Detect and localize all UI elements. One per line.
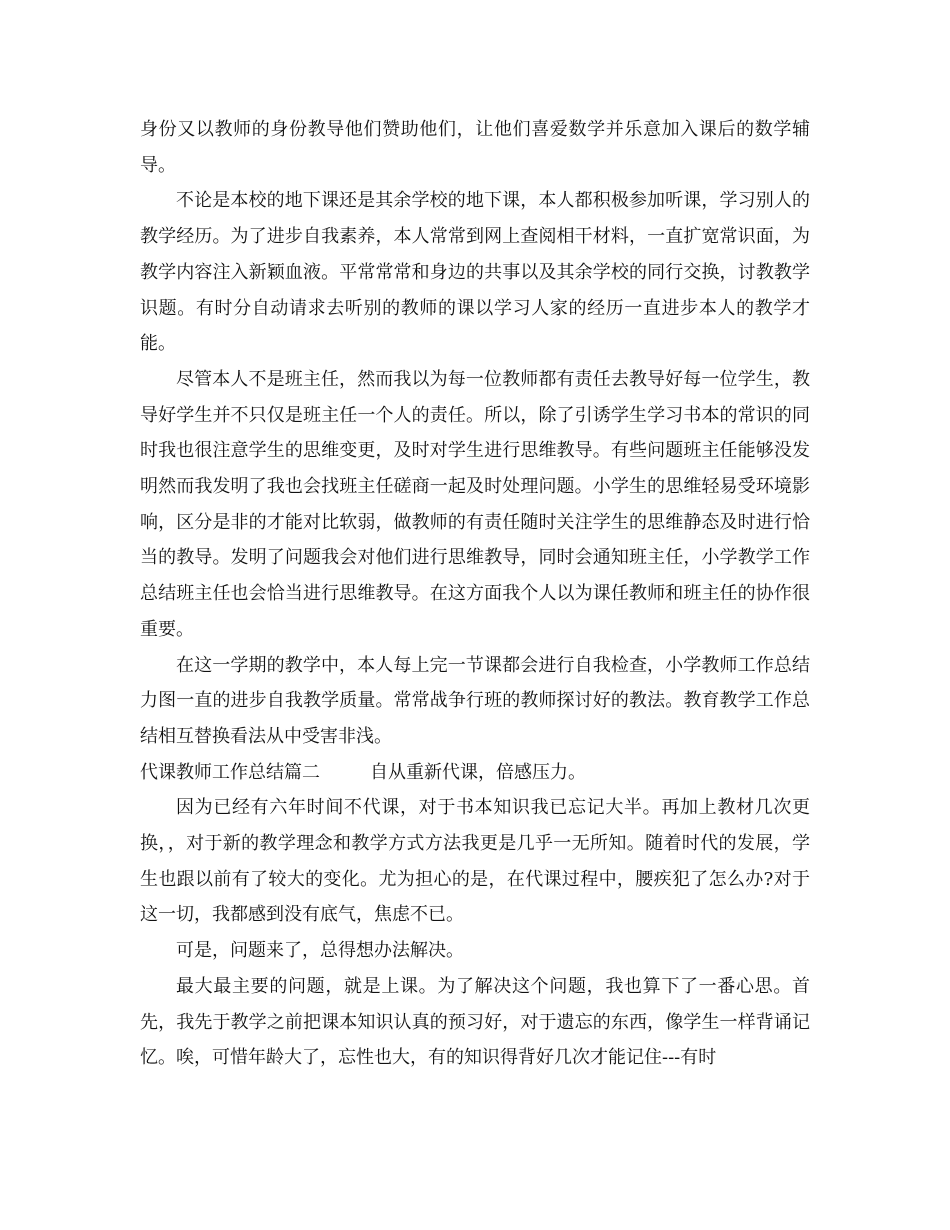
paragraph-preparation: 最大最主要的问题，就是上课。为了解决这个问题，我也算下了一番心思。首先，我先于教学之前把课本知识认真的预习好，对于遗忘的东西，像学生一样背诵记忆。唉，可惜年龄大了，忘性也大，有的知识得背好几次才能记住---有时	[140, 975, 810, 1069]
paragraph-concerns: 因为已经有六年时间不代课，对于书本知识我已忘记大半。再加上教材几次更换，，对于新的教学理念和教学方式方法我更是几乎一无所知。随着时代的发展，学生也跟以前有了较大的变化。尤为担心的是，在代课过程中，腰疾犯了怎么办?对于这一切，我都感到没有底气，焦虑不已。	[140, 797, 810, 926]
paragraph-problem: 可是，问题来了，总得想办法解决。	[176, 940, 464, 962]
paragraph-class-teacher-cooperation: 尽管本人不是班主任，然而我以为每一位教师都有责任去教导好每一位学生，教导好学生并不只仅是班主任一个人的责任。所以，除了引诱学生学习书本的常识的同时我也很注意学生的思维变更，及时对学生进行思维教导。有些问题班主任能够没发明然而我发明了我也会找班主任磋商一起及时处理问题。小学生的思维轻易受环境影响，区分是非的才能对比软弱，做教师的有责任随时关注学生的思维静态及时进行恰当的教导。发明了问题我会对他们进行思维教导，同时会通知班主任，小学教学工作总结班主任也会恰当进行思维教导。在这方面我个人以为课任教师和班主任的协作很重要。	[140, 368, 810, 640]
paragraph-lesson-observation: 不论是本校的地下课还是其余学校的地下课，本人都积极参加听课，学习别人的教学经历。为了进步自我素养，本人常常到网上查阅相干材料，一直扩宽常识面，为教学内容注入新颖血液。平常常常和身边的共事以及其余学校的同行交换，讨教教学识题。有时分自动请求去听别的教师的课以学习人家的经历一直进步本人的教学才能。	[140, 190, 810, 355]
section-heading	[140, 755, 810, 791]
section-heading-tail: 自从重新代课，倍感压力。	[370, 761, 586, 783]
paragraph-continuation: 身份又以教师的身份教导他们赞助他们，让他们喜爱数学并乐意加入课后的数学辅导。	[140, 119, 810, 176]
document-page	[140, 112, 810, 1076]
section-heading-title: 代课教师工作总结篇二	[140, 761, 320, 783]
paragraph-self-reflection: 在这一学期的教学中，本人每上完一节课都会进行自我检查，小学教师工作总结力图一直的进步自我教学质量。常常战争行班的教师探讨好的教法。教育教学工作总结相互替换看法从中受害非浅。	[140, 654, 810, 747]
